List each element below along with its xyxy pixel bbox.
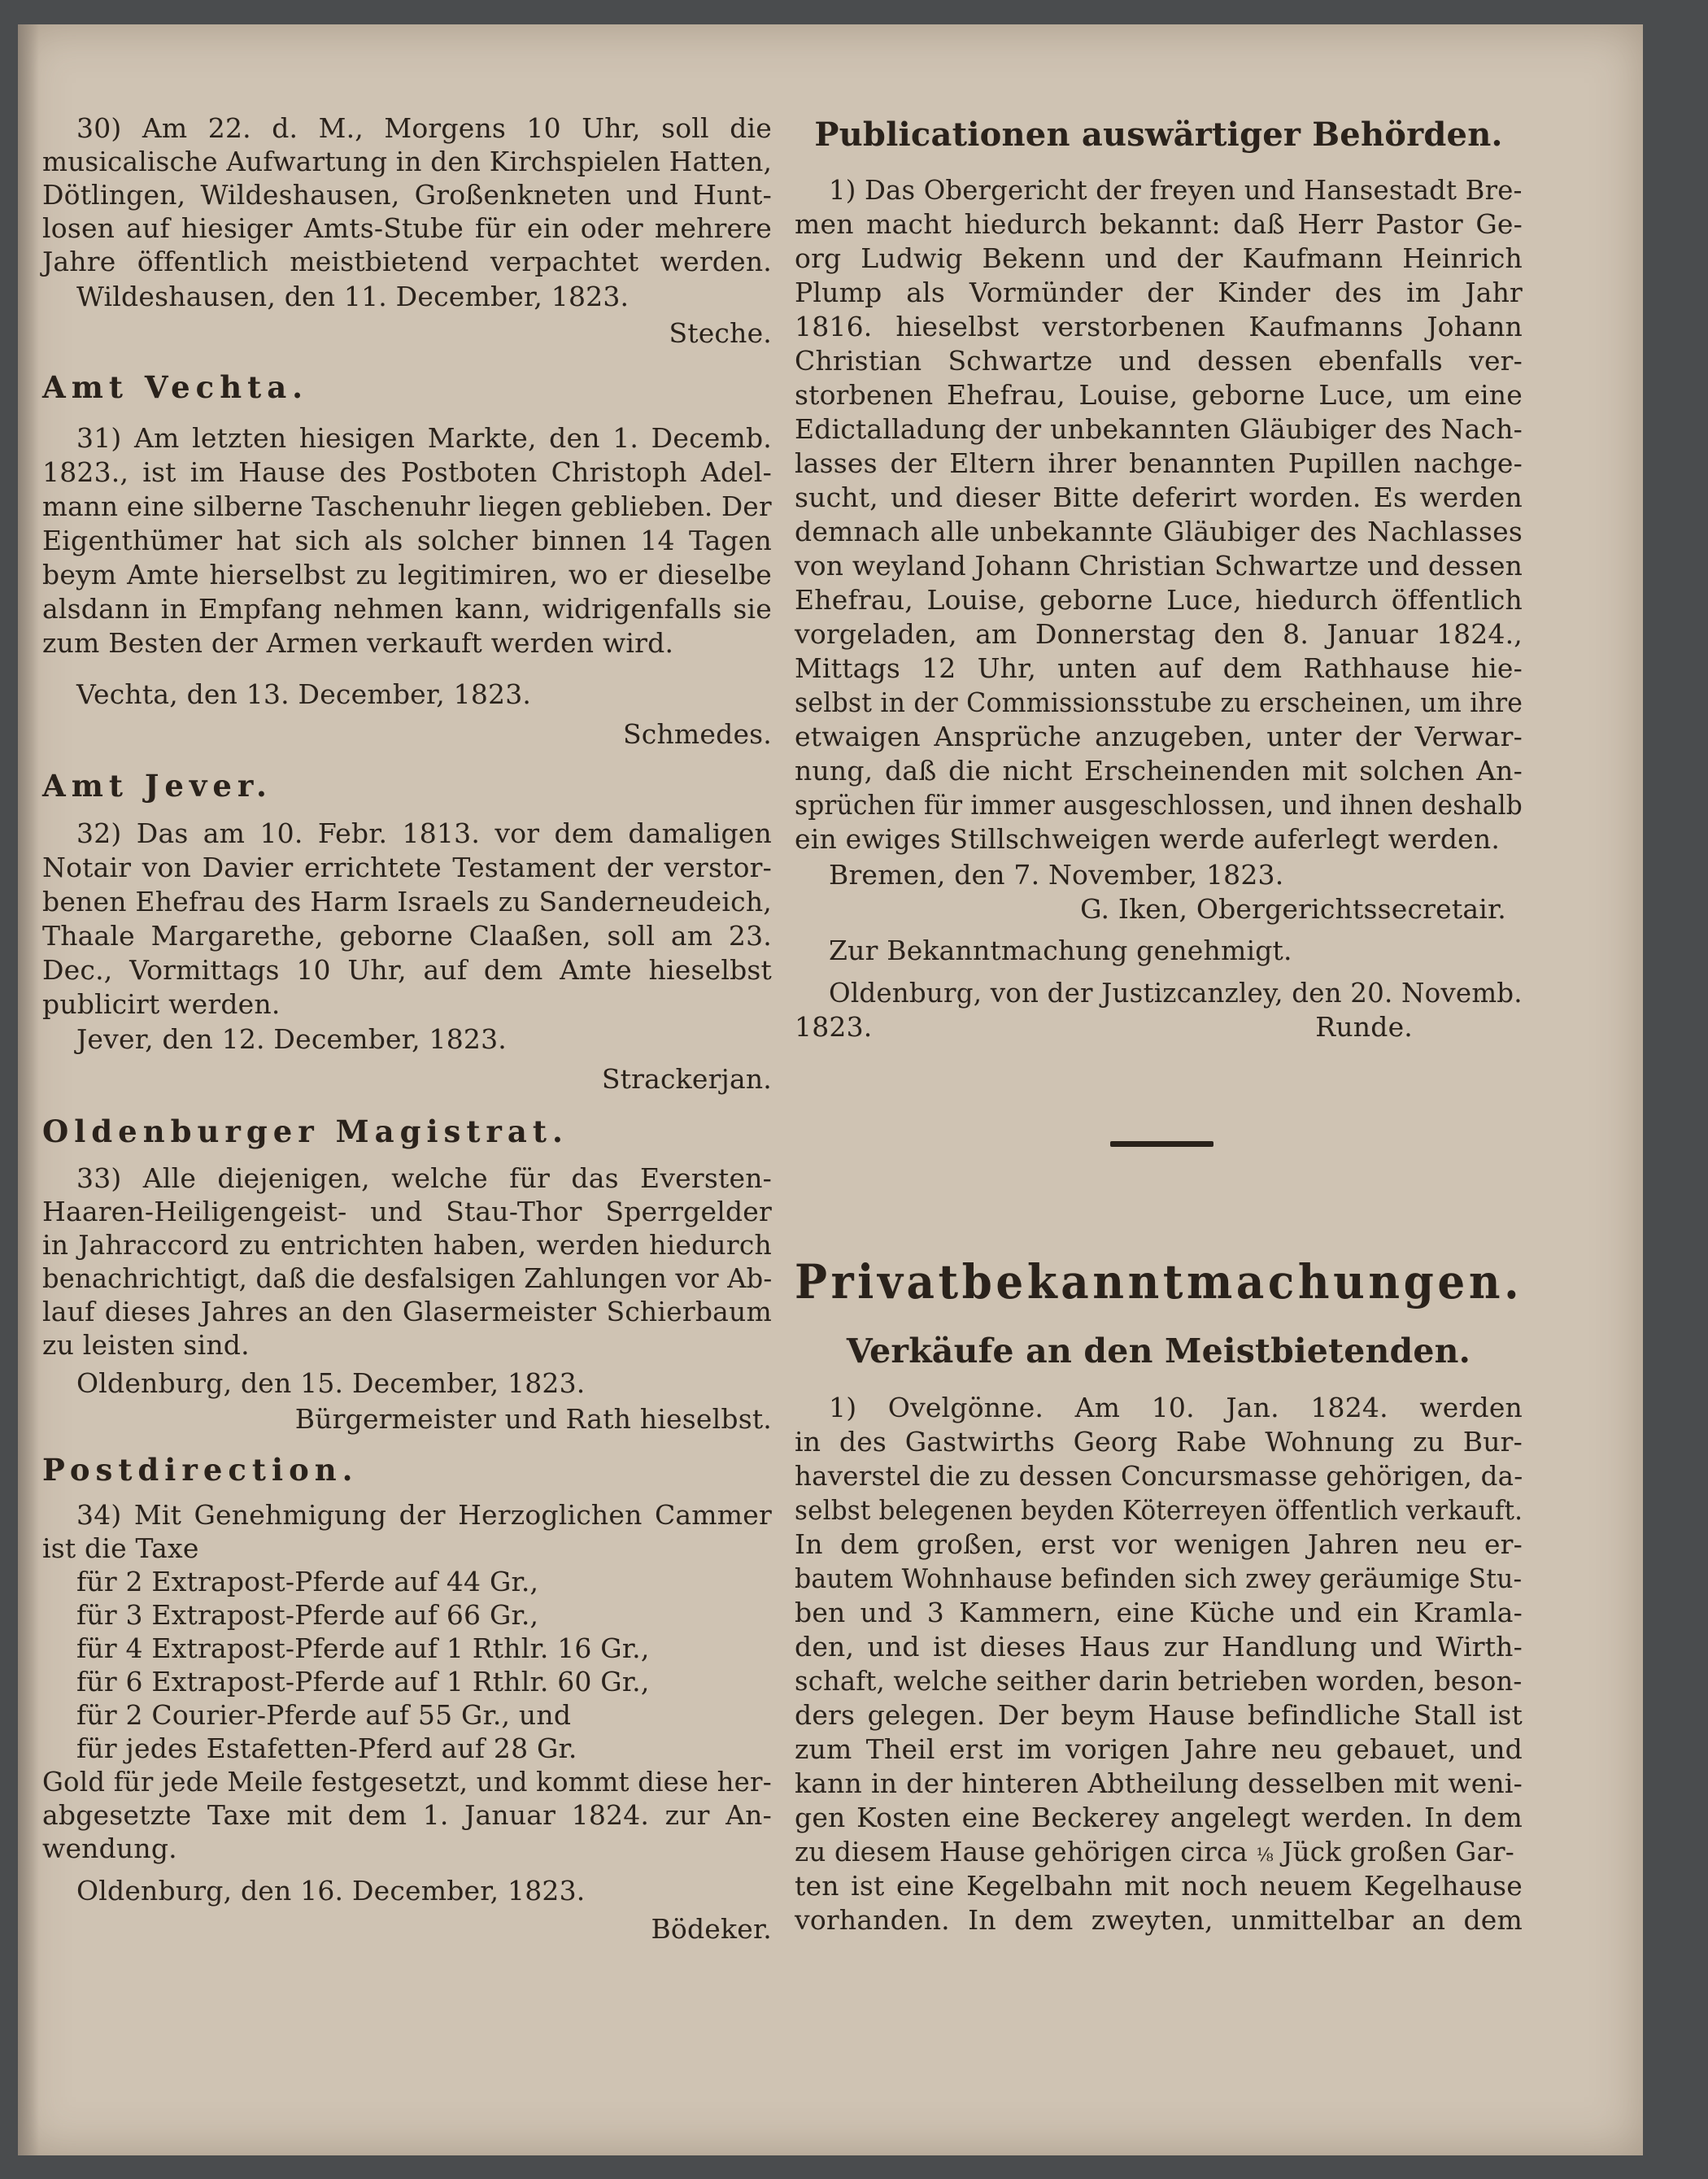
tariff-row: für 4 Extrapost-Pferde auf 1 Rthlr. 16 Gr., (76, 1632, 650, 1664)
notice-line: mann eine silberne Taschenuhr liegen geblieben. Der (42, 490, 772, 522)
notice-line: beym Amte hierselbst zu legitimiren, wo er dieselbe (42, 559, 772, 591)
notice-date: Bremen, den 7. November, 1823. (829, 859, 1284, 891)
notice-date: Oldenburg, den 15. December, 1823. (76, 1367, 586, 1399)
notice-line: wendung. (42, 1833, 177, 1864)
notice-line: haverstel die zu dessen Concursmasse gehörigen, da- (795, 1460, 1523, 1492)
notice-line: etwaigen Ansprüche anzugeben, unter der Verwar- (795, 721, 1523, 752)
notice-line: ben und 3 Kammern, eine Küche und ein Kramla- (795, 1597, 1523, 1628)
notice-line: 30) Am 22. d. M., Morgens 10 Uhr, soll die (76, 112, 772, 144)
page-content (18, 24, 1643, 2155)
notice-line: 31) Am letzten hiesigen Markte, den 1. Decemb. (76, 422, 772, 454)
notice-line: selbst belegenen beyden Köterreyen öffentlich verkauft. (795, 1494, 1523, 1526)
notice-line: vorgeladen, am Donnerstag den 8. Januar 1824., (795, 618, 1523, 650)
section-heading-amt-jever: Amt Jever. (42, 768, 272, 804)
notice-line: storbenen Ehefrau, Louise, geborne Luce, um eine (795, 379, 1523, 411)
notice-line: vorhanden. In dem zweyten, unmittelbar an dem (795, 1904, 1523, 1936)
notice-line: losen auf hiesiger Amts-Stube für ein oder mehrere (42, 212, 772, 244)
notice-line: abgesetzte Taxe mit dem 1. Januar 1824. zur An- (42, 1799, 772, 1831)
notice-signature: Strackerjan. (601, 1063, 772, 1095)
notice-date: Wildeshausen, den 11. December, 1823. (76, 281, 630, 312)
section-heading-postdirection: Postdirection. (42, 1452, 359, 1488)
notice-line (795, 1835, 1514, 1873)
notice-line: benachrichtigt, daß die desfalsigen Zahlungen vor Ab- (42, 1262, 773, 1294)
notice-line: 1823. (795, 1011, 873, 1043)
notice-line: 1823., ist im Hause des Postboten Christoph Adel- (42, 456, 772, 488)
notice-line: gen Kosten eine Beckerey angelegt werden. In dem (795, 1802, 1523, 1833)
notice-line: 34) Mit Genehmigung der Herzoglichen Cammer (76, 1499, 772, 1531)
notice-line: 32) Das am 10. Febr. 1813. vor dem damaligen (76, 817, 772, 849)
section-divider (1110, 1141, 1213, 1147)
notice-line: Ehefrau, Louise, geborne Luce, hiedurch öffentlich (795, 584, 1523, 616)
notice-line: sucht, und dieser Bitte deferirt worden. Es werden (795, 482, 1523, 513)
notice-line: publicirt werden. (42, 988, 281, 1020)
notice-line: men macht hiedurch bekannt: daß Herr Pastor Ge- (795, 208, 1523, 240)
notice-line: 1) Ovelgönne. Am 10. Jan. 1824. werden (829, 1392, 1523, 1423)
notice-line: Oldenburg, von der Justizcanzley, den 20. Novemb. (829, 977, 1523, 1009)
approval-note: Zur Bekanntmachung genehmigt. (829, 935, 1292, 966)
notice-line: in Jahraccord zu entrichten haben, werden hiedurch (42, 1229, 772, 1261)
notice-date: Oldenburg, den 16. December, 1823. (76, 1875, 586, 1907)
notice-signature: Steche. (669, 317, 772, 349)
notice-line: zu leisten sind. (42, 1329, 250, 1361)
tariff-row: für 2 Courier-Pferde auf 55 Gr., und (76, 1699, 572, 1731)
section-heading-publicationen: Publicationen auswärtiger Behörden. (814, 115, 1503, 154)
notice-line-part: zu diesem Hause gehörigen circa (795, 1836, 1248, 1867)
notice-line: kann in der hinteren Abtheilung desselben mit weni- (795, 1767, 1523, 1799)
notice-line: selbst in der Commissionsstube zu erscheinen, um ihre (795, 686, 1523, 718)
notice-line: zum Theil erst im vorigen Jahre neu gebauet, und (795, 1733, 1523, 1765)
notice-line: Jahre öffentlich meistbietend verpachtet werden. (42, 246, 772, 277)
notice-line: 1816. hieselbst verstorbenen Kaufmanns Johann (795, 311, 1523, 342)
notice-line: Mittags 12 Uhr, unten auf dem Rathhause hie- (795, 652, 1523, 684)
notice-line: den, und ist dieses Haus zur Handlung und Wirth- (795, 1631, 1523, 1663)
notice-line: sprüchen für immer ausgeschlossen, und ihnen deshalb (795, 789, 1523, 821)
notice-line: bautem Wohnhause befinden sich zwey geräumige Stu- (795, 1562, 1523, 1594)
notice-line: zum Besten der Armen verkauft werden wird. (42, 627, 674, 659)
notice-line: 1) Das Obergericht der freyen und Hansestadt Bre- (829, 174, 1523, 206)
tariff-row: für 6 Extrapost-Pferde auf 1 Rthlr. 60 Gr., (76, 1666, 650, 1697)
notice-line: Eigenthümer hat sich als solcher binnen 14 Tagen (42, 525, 772, 556)
notice-date: Jever, den 12. December, 1823. (76, 1023, 507, 1055)
section-heading-magistrat: Oldenburger Magistrat. (42, 1113, 569, 1149)
notice-line: nung, daß die nicht Erscheinenden mit solchen An- (795, 755, 1523, 787)
notice-line: in des Gastwirths Georg Rabe Wohnung zu Bur- (795, 1426, 1523, 1458)
notice-signature: Bödeker. (651, 1913, 772, 1945)
section-title-privatbekanntmachungen: Privatbekanntmachungen. (795, 1254, 1523, 1310)
notice-line: Christian Schwartze und dessen ebenfalls ver- (795, 345, 1523, 377)
notice-line: ten ist eine Kegelbahn mit noch neuem Kegelhause (795, 1870, 1523, 1902)
tariff-row: für 3 Extrapost-Pferde auf 66 Gr., (76, 1599, 539, 1631)
notice-line: alsdann in Empfang nehmen kann, widrigenfalls sie (42, 593, 772, 625)
notice-line: musicalische Aufwartung in den Kirchspielen Hatten, (42, 146, 773, 177)
notice-line: Thaale Margarethe, geborne Claaßen, soll am 23. (42, 920, 772, 952)
notice-line: Dötlingen, Wildeshausen, Großenkneten und Hunt- (42, 179, 772, 211)
subsection-heading-verkaeufe: Verkäufe an den Meistbietenden. (846, 1331, 1471, 1371)
notice-line: ders gelegen. Der beym Hause befindliche Stall ist (795, 1699, 1523, 1731)
notice-line: In dem großen, erst vor wenigen Jahren neu er- (795, 1528, 1523, 1560)
notice-signature: G. Iken, Obergerichtssecretair. (1080, 893, 1506, 925)
notice-line: Plump als Vormünder der Kinder des im Jahr (795, 277, 1523, 308)
notice-line: von weyland Johann Christian Schwartze und dessen (795, 550, 1523, 582)
notice-line: lasses der Eltern ihrer benannten Pupillen nachge- (795, 447, 1523, 479)
notice-date: Vechta, den 13. December, 1823. (76, 678, 532, 710)
notice-line: Dec., Vormittags 10 Uhr, auf dem Amte hieselbst (42, 954, 772, 986)
notice-line: org Ludwig Bekenn und der Kaufmann Heinrich (795, 242, 1523, 274)
notice-line: ein ewiges Stillschweigen werde auferlegt werden. (795, 823, 1501, 855)
tariff-row: für jedes Estafetten-Pferd auf 28 Gr. (76, 1732, 577, 1764)
notice-signature: Schmedes. (622, 718, 772, 750)
notice-line: schaft, welche seither darin betrieben worden, beson- (795, 1665, 1523, 1697)
section-heading-amt-vechta: Amt Vechta. (42, 369, 309, 405)
notice-line: demnach alle unbekannte Gläubiger des Nachlasses (795, 516, 1523, 547)
notice-line: Edictalladung der unbekannten Gläubiger des Nach- (795, 413, 1523, 445)
notice-line: Gold für jede Meile festgesetzt, und kommt diese her- (42, 1766, 772, 1798)
notice-line: Notair von Davier errichtete Testament der verstor- (42, 852, 772, 883)
notice-signature: Runde. (1315, 1011, 1413, 1043)
notice-line: ist die Taxe (42, 1532, 199, 1564)
notice-line: Haaren-Heiligengeist- und Stau-Thor Sperrgelder (42, 1196, 772, 1227)
notice-line-part: Jück großen Gar- (1282, 1836, 1514, 1867)
notice-line: lauf dieses Jahres an den Glasermeister Schierbaum (42, 1296, 772, 1327)
notice-line: benen Ehefrau des Harm Israels zu Sanderneudeich, (42, 886, 772, 917)
tariff-row: für 2 Extrapost-Pferde auf 44 Gr., (76, 1566, 539, 1597)
fraction-glyph: ⅛ (1256, 1846, 1274, 1866)
notice-line: 33) Alle diejenigen, welche für das Eversten- (76, 1162, 772, 1194)
notice-signature: Bürgermeister und Rath hieselbst. (294, 1403, 772, 1435)
